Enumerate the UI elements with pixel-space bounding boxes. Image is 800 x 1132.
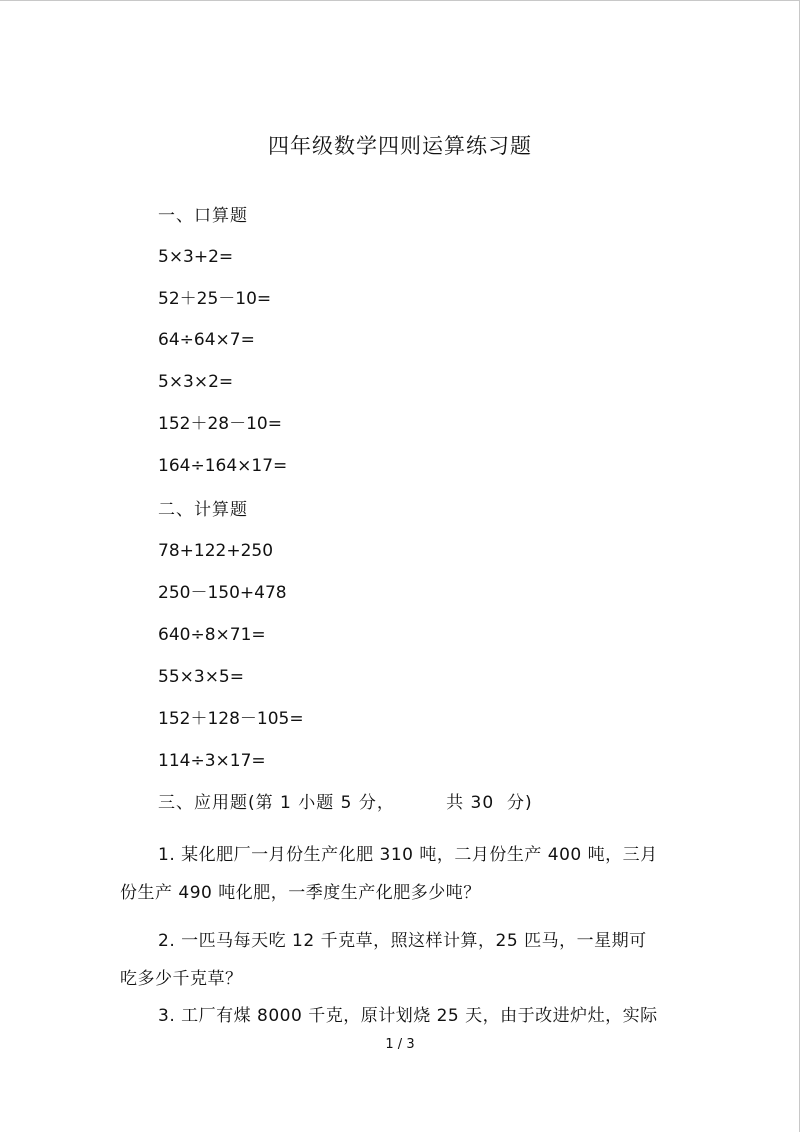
page-indicator: 1 / 3 bbox=[385, 1037, 415, 1052]
word-problem-3: 3. 工厂有煤 8000 千克，原计划烧 25 天，由于改进炉灶，实际 bbox=[158, 1006, 658, 1026]
section-heading-applied: 三、应用题(第 1 小题 5 分， 共 30 分) bbox=[158, 793, 533, 813]
calc-item: 55×3×5= bbox=[158, 667, 244, 687]
oral-item: 5×3+2= bbox=[158, 247, 234, 267]
calc-item: 152＋128－105= bbox=[158, 709, 304, 729]
page-border-top bbox=[0, 0, 800, 1]
oral-item: 5×3×2= bbox=[158, 372, 234, 392]
oral-item: 152＋28－10= bbox=[158, 414, 282, 434]
calc-item: 640÷8×71= bbox=[158, 625, 266, 645]
oral-item: 164÷164×17= bbox=[158, 456, 288, 476]
calc-item: 250－150+478 bbox=[158, 583, 287, 603]
section-heading-calc: 二、计算题 bbox=[158, 500, 248, 520]
oral-item: 64÷64×7= bbox=[158, 330, 255, 350]
page-title: 四年级数学四则运算练习题 bbox=[268, 134, 532, 158]
section-heading-oral: 一、口算题 bbox=[158, 206, 248, 226]
calc-item: 78+122+250 bbox=[158, 541, 274, 561]
calc-item: 114÷3×17= bbox=[158, 751, 266, 771]
word-problem-2: 2. 一匹马每天吃 12 千克草，照这样计算，25 匹马，一星期可吃多少千克草？ bbox=[120, 931, 647, 989]
oral-item: 52＋25－10= bbox=[158, 289, 272, 309]
word-problem-1: 1. 某化肥厂一月份生产化肥 310 吨，二月份生产 400 吨，三月份生产 490 吨化肥，一季度生产化肥多少吨？ bbox=[120, 845, 658, 903]
